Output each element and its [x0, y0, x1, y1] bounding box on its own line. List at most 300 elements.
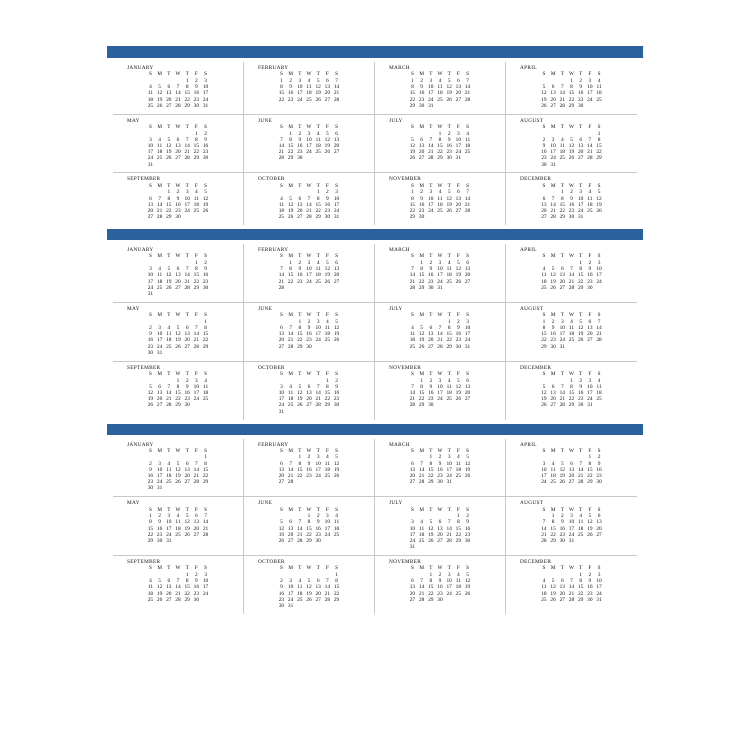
day-cell: 20 [455, 201, 462, 208]
day-cell: 16 [278, 590, 285, 597]
day-cell: 22 [297, 337, 303, 344]
day-cell: 5 [579, 318, 583, 325]
day-cell: 4 [195, 189, 198, 196]
day-cell: 8 [597, 136, 601, 143]
day-cell: 25 [455, 590, 462, 597]
empty-cell [454, 545, 463, 551]
day-cell: 28 [437, 343, 443, 350]
month-grid [277, 372, 341, 416]
day-cell: 3 [457, 130, 460, 137]
empty-cell [576, 539, 585, 545]
day-cell: 20 [550, 396, 556, 403]
empty-cell [417, 545, 426, 551]
day-cell: 13 [147, 201, 154, 208]
day-cell: 19 [446, 201, 452, 208]
day-cell: 20 [193, 525, 200, 532]
day-cell: 17 [446, 584, 452, 591]
empty-cell [594, 403, 603, 409]
weekday-header: T [316, 565, 320, 572]
day-cell: 1 [429, 572, 433, 579]
day-cell: 17 [587, 90, 593, 97]
day-cell: 8 [298, 460, 302, 467]
day-cell: 10 [324, 519, 331, 526]
weekday-header: M [288, 565, 293, 572]
day-cell: 7 [560, 84, 564, 91]
day-cell: 29 [333, 596, 340, 603]
weekday-header: W [569, 71, 574, 78]
day-cell: 15 [568, 90, 575, 97]
weekday-header-row [539, 566, 603, 573]
month-grid [146, 566, 210, 604]
quarter-row [113, 439, 637, 498]
day-cell: 13 [587, 325, 593, 331]
day-cell: 21 [278, 278, 285, 285]
day-cell: 21 [193, 473, 200, 479]
day-cell: 2 [335, 377, 338, 384]
day-cell: 18 [166, 473, 172, 479]
month-grid [408, 507, 472, 551]
day-cell: 30 [147, 485, 154, 492]
weekday-header: S [410, 447, 414, 454]
day-cell: 16 [324, 201, 331, 208]
week-row [277, 480, 341, 486]
day-cell: 4 [167, 325, 171, 331]
day-cell: 20 [166, 590, 172, 597]
day-cell: 24 [166, 531, 172, 538]
day-cell: 1 [560, 189, 564, 196]
day-cell: 30 [559, 538, 565, 544]
empty-cell [435, 215, 444, 221]
day-cell: 29 [418, 284, 425, 291]
day-cell: 14 [287, 331, 294, 338]
day-cell: 31 [333, 214, 340, 221]
day-cell: 19 [418, 337, 425, 344]
day-cell: 3 [551, 136, 555, 143]
day-cell: 16 [306, 466, 312, 473]
week-row [277, 97, 341, 103]
day-cell: 20 [297, 207, 303, 214]
day-cell: 10 [596, 266, 602, 273]
day-cell: 28 [175, 596, 181, 603]
week-row [146, 486, 210, 492]
month-name: JUNE [258, 117, 273, 124]
month-cell [375, 303, 506, 361]
weekday-header: W [306, 253, 312, 260]
weekday-header: F [456, 565, 460, 572]
day-cell: 10 [596, 578, 602, 585]
day-cell: 9 [195, 84, 198, 91]
quarter-row [113, 362, 637, 420]
day-cell: 18 [446, 390, 452, 396]
day-cell: 26 [455, 396, 462, 403]
day-cell: 11 [446, 266, 452, 273]
day-cell: 13 [550, 90, 556, 97]
day-cell: 20 [147, 207, 154, 214]
weekday-header: W [569, 123, 574, 130]
day-cell: 14 [464, 84, 471, 91]
day-cell: 22 [428, 590, 434, 597]
day-cell: 27 [464, 396, 471, 403]
day-cell: 8 [167, 195, 171, 202]
day-cell: 29 [559, 214, 565, 221]
day-cell: 13 [464, 266, 471, 273]
day-cell: 27 [550, 102, 556, 109]
day-cell: 24 [437, 396, 443, 403]
day-cell: 12 [550, 584, 556, 591]
day-cell: 10 [147, 142, 154, 149]
day-cell: 10 [428, 195, 434, 202]
day-cell: 8 [429, 578, 433, 585]
weekday-header: T [185, 371, 189, 378]
month-grid [146, 183, 210, 221]
day-cell: 7 [204, 513, 207, 520]
day-cell: 16 [559, 525, 565, 532]
day-cell: 22 [193, 278, 200, 285]
month-cell [244, 497, 375, 555]
day-cell: 29 [568, 402, 575, 409]
empty-cell [183, 215, 192, 221]
day-cell: 20 [587, 331, 593, 338]
day-cell: 12 [175, 466, 181, 473]
weekday-header: S [410, 123, 414, 130]
day-cell: 26 [324, 278, 331, 285]
day-cell: 4 [457, 572, 460, 579]
day-cell: 3 [542, 460, 546, 467]
month-name: AUGUST [520, 500, 544, 507]
day-cell: 13 [464, 383, 471, 390]
day-cell: 13 [166, 584, 172, 591]
day-cell: 16 [437, 584, 443, 591]
day-cell: 22 [287, 149, 294, 156]
weekday-header: T [167, 71, 171, 78]
month-cell [375, 497, 506, 555]
day-cell: 24 [156, 479, 163, 486]
day-cell: 5 [326, 260, 329, 266]
day-cell: 7 [307, 195, 311, 202]
day-cell: 18 [550, 473, 556, 479]
weekday-header: S [410, 182, 414, 189]
weekday-header: M [288, 447, 293, 454]
day-cell: 11 [306, 84, 312, 91]
weekday-header: T [579, 71, 583, 78]
day-cell: 7 [326, 578, 329, 585]
weekday-header: W [175, 123, 181, 130]
day-cell: 4 [176, 513, 180, 520]
day-cell: 5 [289, 195, 292, 202]
empty-cell [201, 539, 210, 545]
day-cell: 2 [185, 377, 189, 384]
weekday-header-row [408, 313, 472, 320]
day-cell: 12 [596, 195, 602, 202]
day-cell: 27 [559, 284, 565, 291]
day-cell: 4 [551, 460, 555, 467]
day-cell: 21 [559, 396, 565, 403]
day-cell: 7 [438, 325, 442, 331]
weekday-header: T [560, 371, 564, 378]
day-cell: 15 [147, 525, 154, 532]
day-cell: 11 [175, 519, 181, 526]
day-cell: 9 [438, 578, 442, 585]
weekday-header: T [447, 371, 451, 378]
day-cell: 15 [587, 466, 593, 473]
empty-cell [304, 409, 313, 415]
day-cell: 22 [184, 590, 190, 597]
empty-cell [332, 344, 341, 350]
accent-band-middle-1 [107, 229, 643, 240]
day-cell: 23 [577, 96, 584, 103]
weekday-header: T [167, 182, 171, 189]
day-cell: 30 [202, 155, 209, 162]
day-cell: 31 [147, 161, 154, 168]
day-cell: 3 [560, 318, 564, 325]
day-cell: 6 [316, 578, 320, 585]
day-cell: 1 [411, 189, 414, 196]
day-cell: 2 [195, 572, 198, 579]
day-cell: 29 [184, 596, 190, 603]
day-cell: 5 [420, 325, 423, 331]
day-cell: 18 [409, 337, 416, 344]
day-cell: 27 [324, 96, 331, 103]
day-cell: 10 [184, 195, 190, 202]
weekday-header: S [466, 447, 469, 454]
day-cell: 2 [149, 325, 152, 331]
empty-cell [295, 480, 304, 486]
day-cell: 14 [297, 525, 303, 532]
day-cell: 22 [297, 473, 303, 479]
day-cell: 24 [184, 207, 190, 214]
day-cell: 23 [278, 596, 285, 603]
day-cell: 7 [588, 136, 592, 143]
weekday-header: S [542, 506, 546, 513]
empty-cell [173, 486, 182, 492]
day-cell: 24 [587, 396, 593, 403]
day-cell: 24 [587, 96, 593, 103]
day-cell: 5 [542, 383, 546, 390]
day-cell: 3 [588, 77, 592, 84]
day-cell: 20 [437, 531, 443, 538]
day-cell: 7 [185, 266, 189, 273]
day-cell: 26 [464, 590, 471, 597]
week-row [408, 286, 472, 292]
day-cell: 3 [149, 136, 152, 143]
weekday-header: M [157, 123, 162, 130]
day-cell: 27 [297, 214, 303, 221]
day-cell: 1 [298, 454, 302, 461]
empty-cell [173, 351, 182, 357]
day-cell: 4 [542, 578, 546, 585]
day-cell: 7 [411, 266, 414, 273]
empty-cell [323, 344, 332, 350]
day-cell: 5 [204, 189, 207, 196]
weekday-header: M [288, 123, 293, 130]
day-cell: 2 [289, 77, 292, 84]
day-cell: 2 [457, 318, 460, 325]
day-cell: 25 [193, 207, 200, 214]
day-cell: 28 [193, 343, 200, 350]
day-cell: 22 [409, 207, 416, 214]
day-cell: 7 [466, 189, 469, 196]
week-row [146, 598, 210, 604]
day-cell: 22 [278, 96, 285, 103]
day-cell: 8 [420, 383, 423, 390]
day-cell: 11 [541, 584, 547, 591]
day-cell: 30 [315, 538, 321, 544]
day-cell: 7 [420, 460, 423, 467]
day-cell: 13 [324, 84, 331, 91]
day-cell: 1 [579, 572, 583, 579]
month-cell [506, 362, 637, 420]
week-row [146, 292, 210, 298]
weekday-header: S [204, 312, 207, 319]
day-cell: 5 [411, 136, 414, 143]
day-cell: 29 [147, 538, 154, 544]
empty-cell [454, 403, 463, 409]
day-cell: 19 [446, 90, 452, 97]
day-cell: 31 [568, 538, 575, 544]
day-cell: 30 [464, 538, 471, 544]
day-cell: 1 [185, 572, 189, 579]
day-cell: 28 [418, 596, 425, 603]
weekday-header: F [325, 371, 329, 378]
weekday-header: S [597, 371, 601, 378]
day-cell: 24 [193, 396, 200, 403]
day-cell: 14 [541, 525, 547, 532]
day-cell: 8 [204, 325, 207, 331]
day-cell: 10 [278, 390, 285, 396]
empty-cell [314, 344, 323, 350]
day-cell: 14 [577, 466, 584, 473]
day-cell: 2 [438, 572, 442, 579]
day-cell: 21 [175, 96, 181, 103]
day-cell: 21 [184, 278, 190, 285]
day-cell: 8 [438, 136, 442, 143]
day-cell: 7 [280, 136, 283, 143]
day-cell: 23 [559, 531, 565, 538]
empty-cell [314, 156, 323, 162]
month-cell [375, 362, 506, 420]
day-cell: 7 [280, 266, 283, 273]
day-cell: 17 [156, 473, 163, 479]
empty-cell [454, 286, 463, 292]
day-cell: 12 [541, 390, 547, 396]
weekday-header: F [325, 71, 329, 78]
day-cell: 29 [437, 155, 443, 162]
day-cell: 15 [193, 142, 200, 149]
month-cell [113, 62, 244, 114]
weekday-header: S [148, 253, 152, 260]
month-cell [506, 62, 637, 114]
day-cell: 26 [446, 96, 452, 103]
day-cell: 6 [560, 578, 564, 585]
day-cell: 25 [315, 278, 321, 285]
day-cell: 27 [333, 278, 340, 285]
month-name: FEBRUARY [258, 65, 289, 71]
weekday-header: T [560, 123, 564, 130]
day-cell: 29 [175, 402, 181, 409]
day-cell: 29 [193, 155, 200, 162]
day-cell: 21 [418, 590, 425, 597]
weekday-header: W [569, 312, 574, 319]
empty-cell [164, 486, 173, 492]
weekday-header: W [569, 565, 574, 572]
day-cell: 23 [541, 155, 547, 162]
day-cell: 28 [541, 538, 547, 544]
day-cell: 8 [204, 460, 207, 467]
month-name: NOVEMBER [389, 176, 422, 183]
month-name: AUGUST [520, 305, 544, 312]
empty-cell [567, 162, 576, 168]
day-cell: 21 [193, 337, 200, 344]
empty-cell [192, 486, 201, 492]
year-block-3 [107, 435, 643, 618]
day-cell: 14 [587, 142, 593, 149]
day-cell: 29 [409, 214, 416, 221]
day-cell: 30 [596, 479, 602, 486]
weekday-header: S [597, 182, 601, 189]
weekday-header: T [579, 506, 583, 513]
day-cell: 2 [420, 77, 423, 84]
day-cell: 9 [335, 383, 338, 390]
day-cell: 21 [202, 525, 209, 532]
weekday-header: S [279, 565, 283, 572]
weekday-header: S [466, 253, 469, 260]
day-cell: 16 [297, 142, 303, 149]
day-cell: 29 [315, 214, 321, 221]
day-cell: 15 [568, 390, 575, 396]
day-cell: 27 [418, 155, 425, 162]
day-cell: 23 [418, 96, 425, 103]
day-cell: 17 [166, 525, 172, 532]
day-cell: 22 [596, 149, 602, 156]
day-cell: 23 [587, 590, 593, 597]
weekday-header: S [335, 371, 338, 378]
day-cell: 14 [315, 390, 321, 396]
day-cell: 29 [409, 102, 416, 109]
day-cell: 18 [175, 525, 181, 532]
day-cell: 14 [156, 201, 163, 208]
day-cell: 11 [455, 460, 461, 467]
empty-cell [173, 539, 182, 545]
day-cell: 26 [315, 96, 321, 103]
empty-cell [463, 156, 472, 162]
day-cell: 16 [587, 272, 593, 279]
day-cell: 13 [455, 84, 462, 91]
day-cell: 29 [324, 402, 331, 409]
day-cell: 26 [550, 284, 556, 291]
day-cell: 12 [166, 272, 172, 279]
day-cell: 3 [429, 77, 433, 84]
day-cell: 8 [185, 578, 189, 585]
day-cell: 18 [587, 201, 593, 208]
day-cell: 1 [447, 318, 451, 325]
day-cell: 18 [324, 331, 331, 338]
weekday-header: S [204, 253, 207, 260]
day-cell: 6 [307, 383, 311, 390]
day-cell: 22 [446, 337, 452, 344]
month-grid [146, 254, 210, 298]
day-cell: 9 [588, 266, 592, 273]
day-cell: 22 [550, 531, 556, 538]
day-cell: 19 [333, 466, 340, 473]
day-cell: 24 [202, 96, 209, 103]
weekday-header: W [437, 447, 443, 454]
weekday-header-row [146, 313, 210, 320]
month-name: JANUARY [127, 65, 154, 71]
day-cell: 2 [579, 377, 583, 384]
day-cell: 2 [316, 513, 320, 520]
day-cell: 14 [193, 331, 200, 338]
weekday-header: S [597, 506, 601, 513]
